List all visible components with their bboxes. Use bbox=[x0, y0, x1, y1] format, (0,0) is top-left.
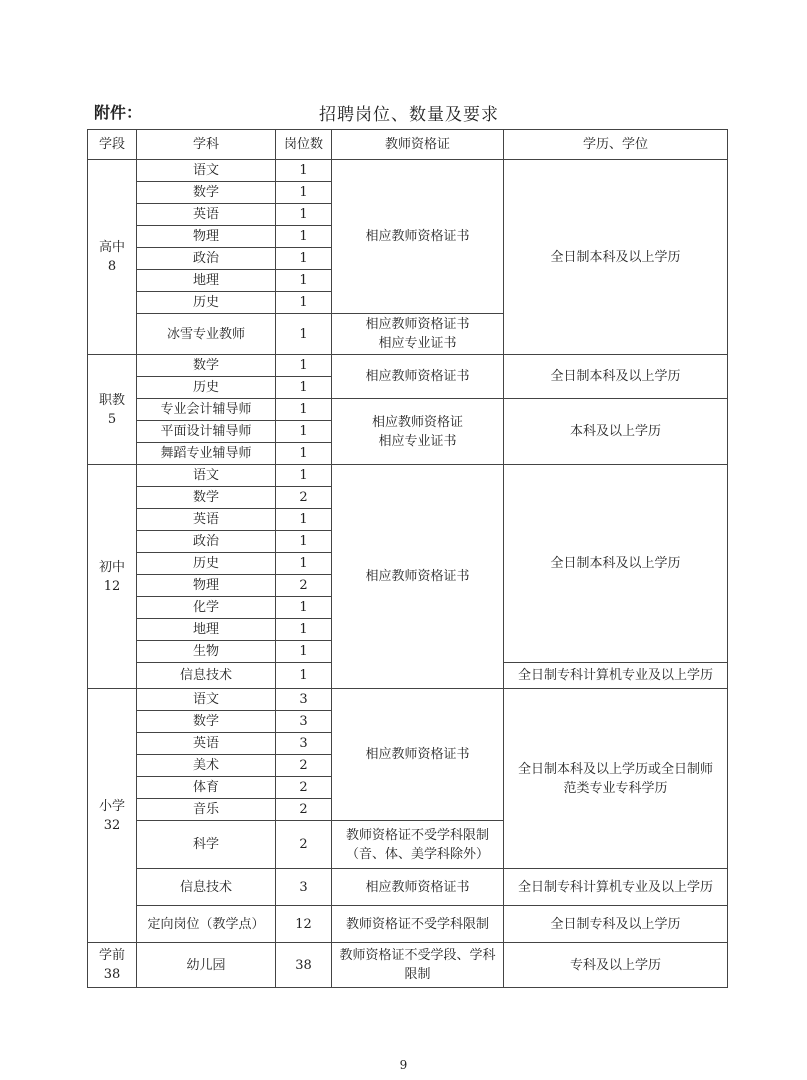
count-cell: 1 bbox=[276, 421, 332, 443]
page-title: 招聘岗位、数量及要求 bbox=[319, 105, 499, 125]
count-cell: 1 bbox=[276, 531, 332, 553]
table-row bbox=[88, 943, 728, 988]
attachment-label: 附件： bbox=[94, 103, 143, 122]
edu-cell: 全日制本科及以上学历 bbox=[504, 160, 728, 355]
cert-cell: 相应教师资格证书 bbox=[332, 689, 504, 821]
segment-total: 32 bbox=[103, 817, 121, 833]
cert-cell: 相应教师资格证书 bbox=[332, 869, 504, 906]
cert-line: 相应教师资格证书 bbox=[365, 317, 470, 332]
table-header-row bbox=[88, 130, 728, 160]
count-cell: 1 bbox=[276, 663, 332, 689]
segment-total: 12 bbox=[103, 578, 121, 594]
segment-cell-pre bbox=[88, 943, 137, 988]
cert-line: 相应教师资格证 bbox=[371, 414, 463, 430]
count-cell: 2 bbox=[276, 487, 332, 509]
subject-cell: 数学 bbox=[137, 487, 276, 509]
count-cell: 1 bbox=[276, 314, 332, 355]
subject-cell: 语文 bbox=[137, 160, 276, 182]
cert-cell bbox=[332, 399, 504, 465]
count-cell: 1 bbox=[276, 399, 332, 421]
count-cell: 1 bbox=[276, 248, 332, 270]
subject-cell: 舞蹈专业辅导师 bbox=[137, 443, 276, 465]
edu-cell bbox=[504, 689, 728, 869]
edu-cell: 专科及以上学历 bbox=[504, 943, 728, 988]
subject-cell: 英语 bbox=[137, 733, 276, 755]
cert-cell: 相应教师资格证书 bbox=[332, 160, 504, 314]
subject-cell: 定向岗位（教学点） bbox=[137, 906, 276, 943]
subject-cell: 历史 bbox=[137, 377, 276, 399]
count-cell: 1 bbox=[276, 182, 332, 204]
edu-cell: 全日制专科计算机专业及以上学历 bbox=[504, 663, 728, 689]
cert-cell bbox=[332, 821, 504, 869]
count-cell: 3 bbox=[276, 869, 332, 906]
recruitment-table bbox=[87, 129, 728, 988]
subject-cell: 幼儿园 bbox=[137, 943, 276, 988]
segment-name: 初中 bbox=[98, 559, 125, 575]
segment-total: 5 bbox=[107, 411, 117, 427]
segment-name: 小学 bbox=[98, 798, 125, 814]
count-cell: 3 bbox=[276, 711, 332, 733]
count-cell: 1 bbox=[276, 641, 332, 663]
count-cell: 1 bbox=[276, 377, 332, 399]
cert-cell bbox=[332, 943, 504, 988]
cert-line: 教师资格证不受学段、学科 bbox=[339, 948, 496, 963]
subject-cell: 政治 bbox=[137, 531, 276, 553]
subject-cell: 平面设计辅导师 bbox=[137, 421, 276, 443]
count-cell: 2 bbox=[276, 575, 332, 597]
cert-line: 相应专业证书 bbox=[378, 336, 457, 351]
cert-cell: 相应教师资格证书 bbox=[332, 355, 504, 399]
subject-cell: 语文 bbox=[137, 689, 276, 711]
edu-line: 全日制本科及以上学历或全日制师 bbox=[517, 761, 713, 777]
cert-line: 教师资格证不受学科限制 bbox=[345, 827, 489, 843]
subject-cell: 地理 bbox=[137, 270, 276, 292]
header-subject: 学科 bbox=[137, 130, 276, 160]
cert-cell: 教师资格证不受学科限制 bbox=[332, 906, 504, 943]
count-cell: 2 bbox=[276, 799, 332, 821]
count-cell: 1 bbox=[276, 443, 332, 465]
edu-line: 范类专业专科学历 bbox=[563, 780, 668, 796]
cert-line: 相应专业证书 bbox=[378, 433, 457, 449]
count-cell: 1 bbox=[276, 355, 332, 377]
header-certificate: 教师资格证 bbox=[332, 130, 504, 160]
table-row bbox=[88, 869, 728, 906]
count-cell: 1 bbox=[276, 619, 332, 641]
subject-cell: 音乐 bbox=[137, 799, 276, 821]
table-row bbox=[88, 399, 728, 421]
subject-cell: 英语 bbox=[137, 204, 276, 226]
segment-cell-high bbox=[88, 160, 137, 355]
count-cell: 3 bbox=[276, 733, 332, 755]
segment-name: 高中 bbox=[98, 240, 125, 255]
subject-cell: 数学 bbox=[137, 182, 276, 204]
count-cell: 2 bbox=[276, 755, 332, 777]
subject-cell: 专业会计辅导师 bbox=[137, 399, 276, 421]
subject-cell: 历史 bbox=[137, 553, 276, 575]
segment-name: 学前 bbox=[98, 948, 125, 963]
subject-cell: 数学 bbox=[137, 355, 276, 377]
subject-cell: 物理 bbox=[137, 226, 276, 248]
count-cell: 38 bbox=[276, 943, 332, 988]
cert-line: （音、体、美学科除外） bbox=[345, 846, 489, 862]
subject-cell: 科学 bbox=[137, 821, 276, 869]
segment-cell-junior bbox=[88, 465, 137, 689]
segment-name: 职教 bbox=[98, 392, 125, 408]
table-row bbox=[88, 465, 728, 487]
subject-cell: 生物 bbox=[137, 641, 276, 663]
count-cell: 1 bbox=[276, 597, 332, 619]
edu-cell: 全日制本科及以上学历 bbox=[504, 465, 728, 663]
subject-cell: 信息技术 bbox=[137, 663, 276, 689]
segment-total: 8 bbox=[107, 259, 117, 274]
count-cell: 1 bbox=[276, 292, 332, 314]
subject-cell: 信息技术 bbox=[137, 869, 276, 906]
count-cell: 2 bbox=[276, 821, 332, 869]
segment-cell-voc bbox=[88, 355, 137, 465]
page-header bbox=[94, 100, 724, 125]
count-cell: 1 bbox=[276, 465, 332, 487]
subject-cell: 地理 bbox=[137, 619, 276, 641]
cert-cell: 相应教师资格证书 bbox=[332, 465, 504, 689]
edu-cell: 本科及以上学历 bbox=[504, 399, 728, 465]
table-row bbox=[88, 689, 728, 711]
count-cell: 2 bbox=[276, 777, 332, 799]
subject-cell: 政治 bbox=[137, 248, 276, 270]
count-cell: 1 bbox=[276, 509, 332, 531]
segment-total: 38 bbox=[103, 967, 121, 982]
edu-cell: 全日制专科计算机专业及以上学历 bbox=[504, 869, 728, 906]
count-cell: 1 bbox=[276, 204, 332, 226]
count-cell: 1 bbox=[276, 270, 332, 292]
cert-line: 限制 bbox=[404, 967, 431, 982]
table-row bbox=[88, 906, 728, 943]
header-count: 岗位数 bbox=[276, 130, 332, 160]
subject-cell: 物理 bbox=[137, 575, 276, 597]
subject-cell: 英语 bbox=[137, 509, 276, 531]
subject-cell: 美术 bbox=[137, 755, 276, 777]
count-cell: 1 bbox=[276, 226, 332, 248]
header-education: 学历、学位 bbox=[504, 130, 728, 160]
count-cell: 12 bbox=[276, 906, 332, 943]
subject-cell: 冰雪专业教师 bbox=[137, 314, 276, 355]
subject-cell: 化学 bbox=[137, 597, 276, 619]
count-cell: 1 bbox=[276, 553, 332, 575]
header-stage: 学段 bbox=[88, 130, 137, 160]
subject-cell: 体育 bbox=[137, 777, 276, 799]
table-row bbox=[88, 355, 728, 377]
subject-cell: 历史 bbox=[137, 292, 276, 314]
count-cell: 3 bbox=[276, 689, 332, 711]
page-number: 9 bbox=[399, 1058, 408, 1072]
segment-cell-primary bbox=[88, 689, 137, 943]
table-row bbox=[88, 160, 728, 182]
cert-cell bbox=[332, 314, 504, 355]
count-cell: 1 bbox=[276, 160, 332, 182]
subject-cell: 语文 bbox=[137, 465, 276, 487]
edu-cell: 全日制专科及以上学历 bbox=[504, 906, 728, 943]
subject-cell: 数学 bbox=[137, 711, 276, 733]
edu-cell: 全日制本科及以上学历 bbox=[504, 355, 728, 399]
